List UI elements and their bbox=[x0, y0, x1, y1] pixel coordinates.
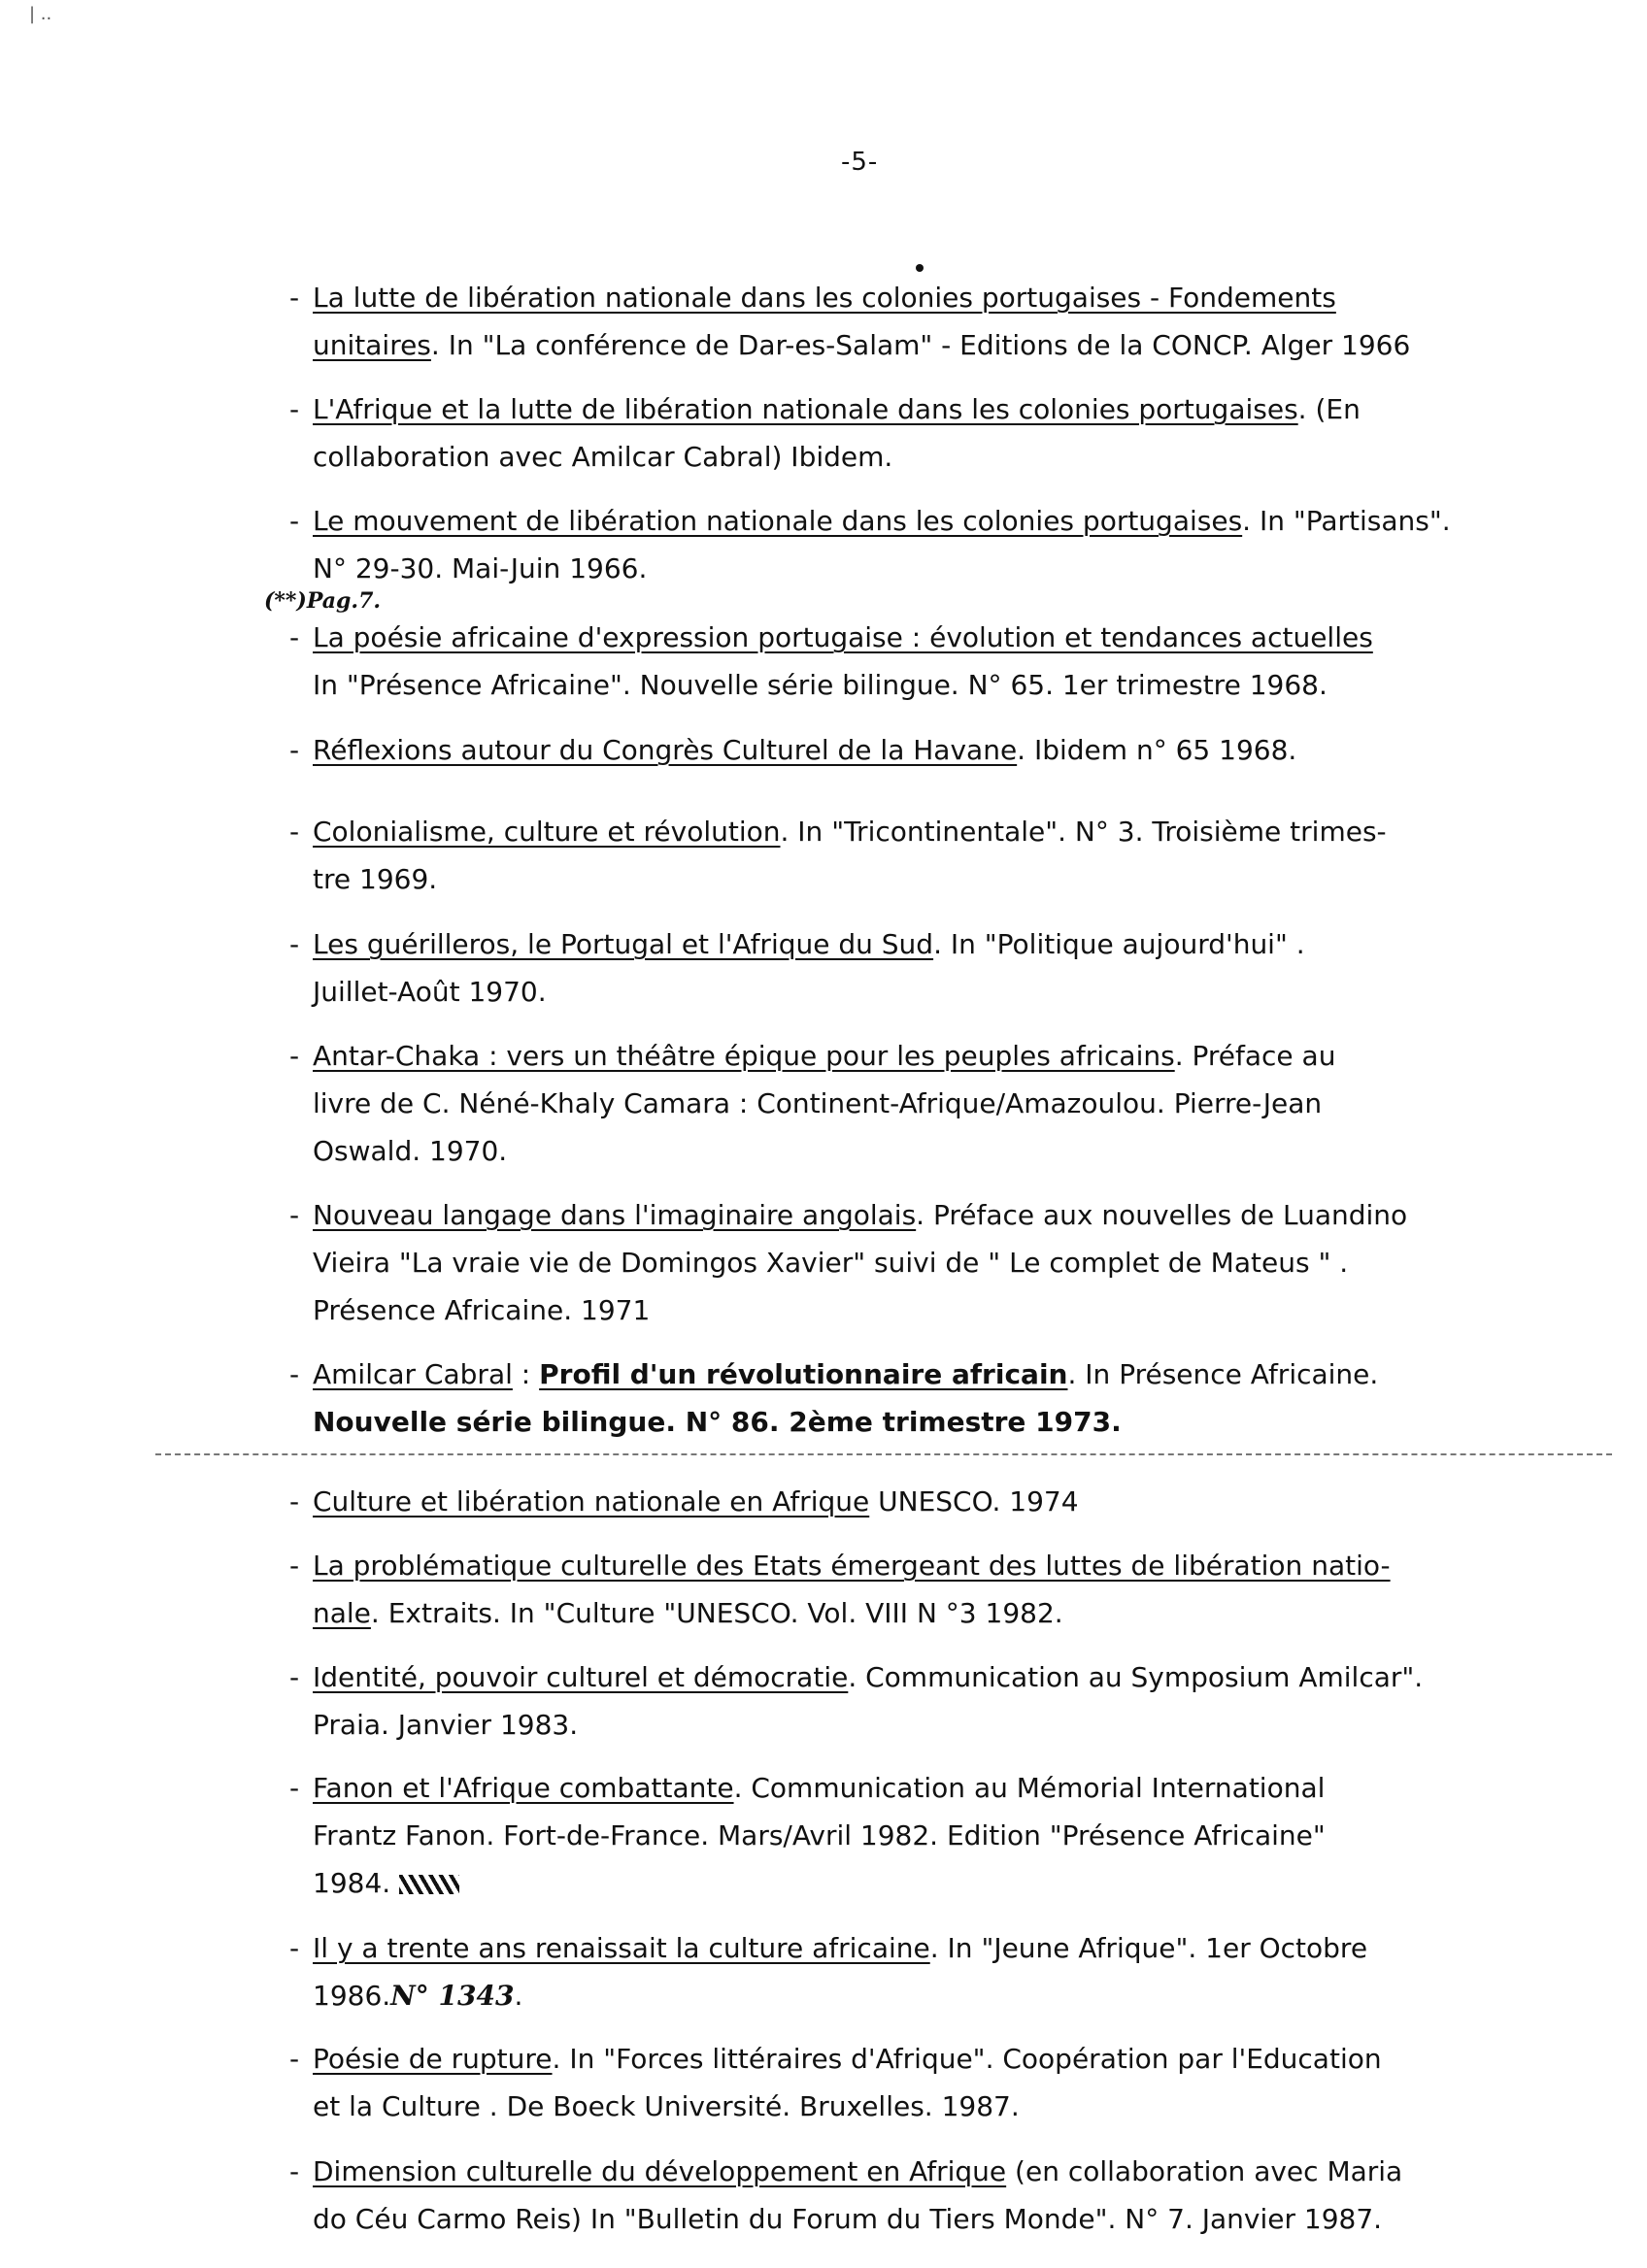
bibliography-entry: - Culture et libération nationale en Afrique UNESCO. 1974 bbox=[289, 1485, 1079, 1518]
bibliography-entry: - Amilcar Cabral : Profil d'un révolutionnaire africain. In Présence Africaine. Nouvelle série bilingue. N° 86. 2ème trimestre 1973. bbox=[289, 1351, 1513, 1446]
ink-dot bbox=[916, 264, 924, 272]
entry-line-2: Frantz Fanon. Fort-de-France. Mars/Avril 1982. Edition "Présence Africaine" bbox=[313, 1819, 1326, 1851]
entry-title: La problématique culturelle des Etats émergeant des luttes de libération natio- bbox=[313, 1550, 1391, 1582]
entry-line-2: Praia. Janvier 1983. bbox=[313, 1709, 579, 1741]
bibliography-entry: - Le mouvement de libération nationale dans les colonies portugaises. In "Partisans". N° 29-30. Mai-Juin 1966. bbox=[289, 497, 1513, 592]
entry-line-3: 1984. bbox=[313, 1867, 391, 1899]
entry-details: . In "Politique aujourd'hui" . bbox=[933, 928, 1305, 960]
entry-details: . Extraits. In "Culture "UNESCO. Vol. VIII N °3 1982. bbox=[370, 1597, 1063, 1629]
entry-title: Identité, pouvoir culturel et démocratie bbox=[313, 1661, 849, 1693]
entry-details: . In "Forces littéraires d'Afrique". Coopération par l'Education bbox=[552, 2043, 1382, 2075]
entry-title: Poésie de rupture bbox=[313, 2043, 553, 2075]
bibliography-entry: - Fanon et l'Afrique combattante. Communication au Mémorial International Frantz Fanon. Fort-de-France. Mars/Avril 1982. Edition "Présence Africaine" 1984. bbox=[289, 1764, 1513, 1907]
entry-line-2: In "Présence Africaine". Nouvelle série bilingue. N° 65. 1er trimestre 1968. bbox=[313, 669, 1328, 701]
entry-details: . In Présence Africaine. bbox=[1067, 1358, 1379, 1390]
entry-line-2: 1986. bbox=[313, 1980, 391, 2012]
bibliography-entry: - La poésie africaine d'expression portugaise : évolution et tendances actuelles In "Présence Africaine". Nouvelle série bilingue. N° 65. 1er trimestre 1968. bbox=[289, 614, 1513, 709]
margin-note: (**)Pag.7. bbox=[264, 588, 382, 614]
entry-title: Culture et libération nationale en Afrique bbox=[313, 1485, 870, 1518]
entry-separator: : bbox=[512, 1358, 540, 1390]
bibliography-entry: - Nouveau langage dans l'imaginaire angolais. Préface aux nouvelles de Luandino Vieira "La vraie vie de Domingos Xavier" suivi de " Le complet de Mateus " . Présence Africaine. 1971 bbox=[289, 1191, 1513, 1334]
bibliography-entry: - Il y a trente ans renaissait la culture africaine. In "Jeune Afrique". 1er Octobre 1986.N° 1343. bbox=[289, 1932, 1368, 2012]
entry-title: La lutte de libération nationale dans les colonies portugaises - Fondements bbox=[313, 282, 1336, 314]
entry-details: . In "Tricontinentale". N° 3. Troisième trimes- bbox=[780, 816, 1387, 848]
bibliography-entry: - L'Afrique et la lutte de libération nationale dans les colonies portugaises. (En collaboration avec Amilcar Cabral) Ibidem. bbox=[289, 385, 1513, 481]
entry-details: . In "Jeune Afrique". 1er Octobre bbox=[929, 1932, 1368, 1964]
entry-title: Le mouvement de libération nationale dans les colonies portugaises bbox=[313, 505, 1243, 537]
entry-details: (en collaboration avec Maria bbox=[1006, 2155, 1403, 2187]
page-number: -5- bbox=[841, 148, 879, 177]
entry-title: L'Afrique et la lutte de libération nationale dans les colonies portugaises bbox=[313, 393, 1298, 425]
entry-title-continued: unitaires bbox=[313, 329, 431, 361]
entry-line-2: tre 1969. bbox=[313, 863, 438, 895]
bibliography-entry: - Antar-Chaka : vers un théâtre épique pour les peuples africains. Préface au livre de C. Néné-Khaly Camara : Continent-Afrique/Amazoulou. Pierre-Jean Oswald. 1970. bbox=[289, 1032, 1513, 1175]
entry-details: . Communication au Mémorial International bbox=[733, 1772, 1326, 1804]
entry-details: . In "Partisans". bbox=[1242, 505, 1451, 537]
entry-line-3: Présence Africaine. 1971 bbox=[313, 1294, 651, 1326]
bibliography-entry: - Identité, pouvoir culturel et démocratie. Communication au Symposium Amilcar". Praia. Janvier 1983. bbox=[289, 1653, 1513, 1749]
entry-line-2: et la Culture . De Boeck Université. Bruxelles. 1987. bbox=[313, 2090, 1020, 2122]
bibliography-entry: - La problématique culturelle des Etats émergeant des luttes de libération natio- nale. Extraits. In "Culture "UNESCO. Vol. VIII N °3 1982. bbox=[289, 1550, 1391, 1629]
entry-title: Profil d'un révolutionnaire africain bbox=[539, 1358, 1068, 1390]
entry-title: Nouveau langage dans l'imaginaire angolais bbox=[313, 1199, 917, 1231]
entry-line-2: Vieira "La vraie vie de Domingos Xavier" suivi de " Le complet de Mateus " . bbox=[313, 1247, 1349, 1279]
entry-title: La poésie africaine d'expression portugaise : évolution et tendances actuelles bbox=[313, 621, 1373, 653]
bibliography-entry: - Les guérilleros, le Portugal et l'Afrique du Sud. In "Politique aujourd'hui" . Juillet-Août 1970. bbox=[289, 920, 1513, 1016]
entry-line-2: livre de C. Néné-Khaly Camara : Continent-Afrique/Amazoulou. Pierre-Jean bbox=[313, 1087, 1323, 1119]
entry-title-continued: nale bbox=[313, 1597, 371, 1629]
entry-title: Dimension culturelle du développement en Afrique bbox=[313, 2155, 1007, 2187]
entry-line-2: do Céu Carmo Reis) In "Bulletin du Forum du Tiers Monde". N° 7. Janvier 1987. bbox=[313, 2203, 1383, 2235]
entry-title: Les guérilleros, le Portugal et l'Afrique du Sud bbox=[313, 928, 934, 960]
entry-line-2: Juillet-Août 1970. bbox=[313, 976, 547, 1008]
entry-title: Fanon et l'Afrique combattante bbox=[313, 1772, 734, 1804]
entry-title: Colonialisme, culture et révolution bbox=[313, 816, 781, 848]
ink-scribble bbox=[399, 1875, 459, 1894]
entry-details: . Préface au bbox=[1174, 1040, 1336, 1072]
entry-details: . Préface aux nouvelles de Luandino bbox=[916, 1199, 1408, 1231]
entry-details: UNESCO. 1974 bbox=[869, 1485, 1079, 1518]
entry-title: Antar-Chaka : vers un théâtre épique pour les peuples africains bbox=[313, 1040, 1175, 1072]
bibliography-entry: - Poésie de rupture. In "Forces littéraires d'Afrique". Coopération par l'Education et la Culture . De Boeck Université. Bruxelles. 1987. bbox=[289, 2035, 1513, 2130]
entry-author: Amilcar Cabral bbox=[313, 1358, 513, 1390]
entry-details: . (En bbox=[1297, 393, 1361, 425]
entry-details: . Communication au Symposium Amilcar". bbox=[848, 1661, 1424, 1693]
page-fold-line bbox=[155, 1453, 1612, 1455]
bibliography-entry: - La lutte de libération nationale dans les colonies portugaises - Fondements unitaires. In "La conférence de Dar-es-Salam" - Editions de la CONCP. Alger 1966 bbox=[289, 282, 1411, 361]
handwritten-issue-number: N° 1343 bbox=[390, 1980, 515, 2012]
entry-line-3: Oswald. 1970. bbox=[313, 1135, 508, 1167]
entry-line-2: collaboration avec Amilcar Cabral) Ibidem. bbox=[313, 441, 893, 473]
entry-details: . Ibidem n° 65 1968. bbox=[1017, 734, 1297, 766]
entry-details: . In "La conférence de Dar-es-Salam" - Editions de la CONCP. Alger 1966 bbox=[430, 329, 1411, 361]
bibliography-entry: - Colonialisme, culture et révolution. In "Tricontinentale". N° 3. Troisième trimes- tre 1969. bbox=[289, 808, 1513, 903]
entry-line-2: Nouvelle série bilingue. N° 86. 2ème trimestre 1973. bbox=[313, 1406, 1122, 1438]
entry-title: Réflexions autour du Congrès Culturel de la Havane bbox=[313, 734, 1018, 766]
entry-title: Il y a trente ans renaissait la culture africaine bbox=[313, 1932, 930, 1964]
bibliography-entry: - Réflexions autour du Congrès Culturel de la Havane. Ibidem n° 65 1968. bbox=[289, 734, 1297, 766]
entry-line-2: N° 29-30. Mai-Juin 1966. bbox=[313, 552, 648, 584]
bibliography-entry: - Dimension culturelle du développement en Afrique (en collaboration avec Maria do Céu Carmo Reis) In "Bulletin du Forum du Tiers Monde". N° 7. Janvier 1987. bbox=[289, 2148, 1513, 2243]
scan-corner-mark: | .. bbox=[29, 4, 52, 24]
